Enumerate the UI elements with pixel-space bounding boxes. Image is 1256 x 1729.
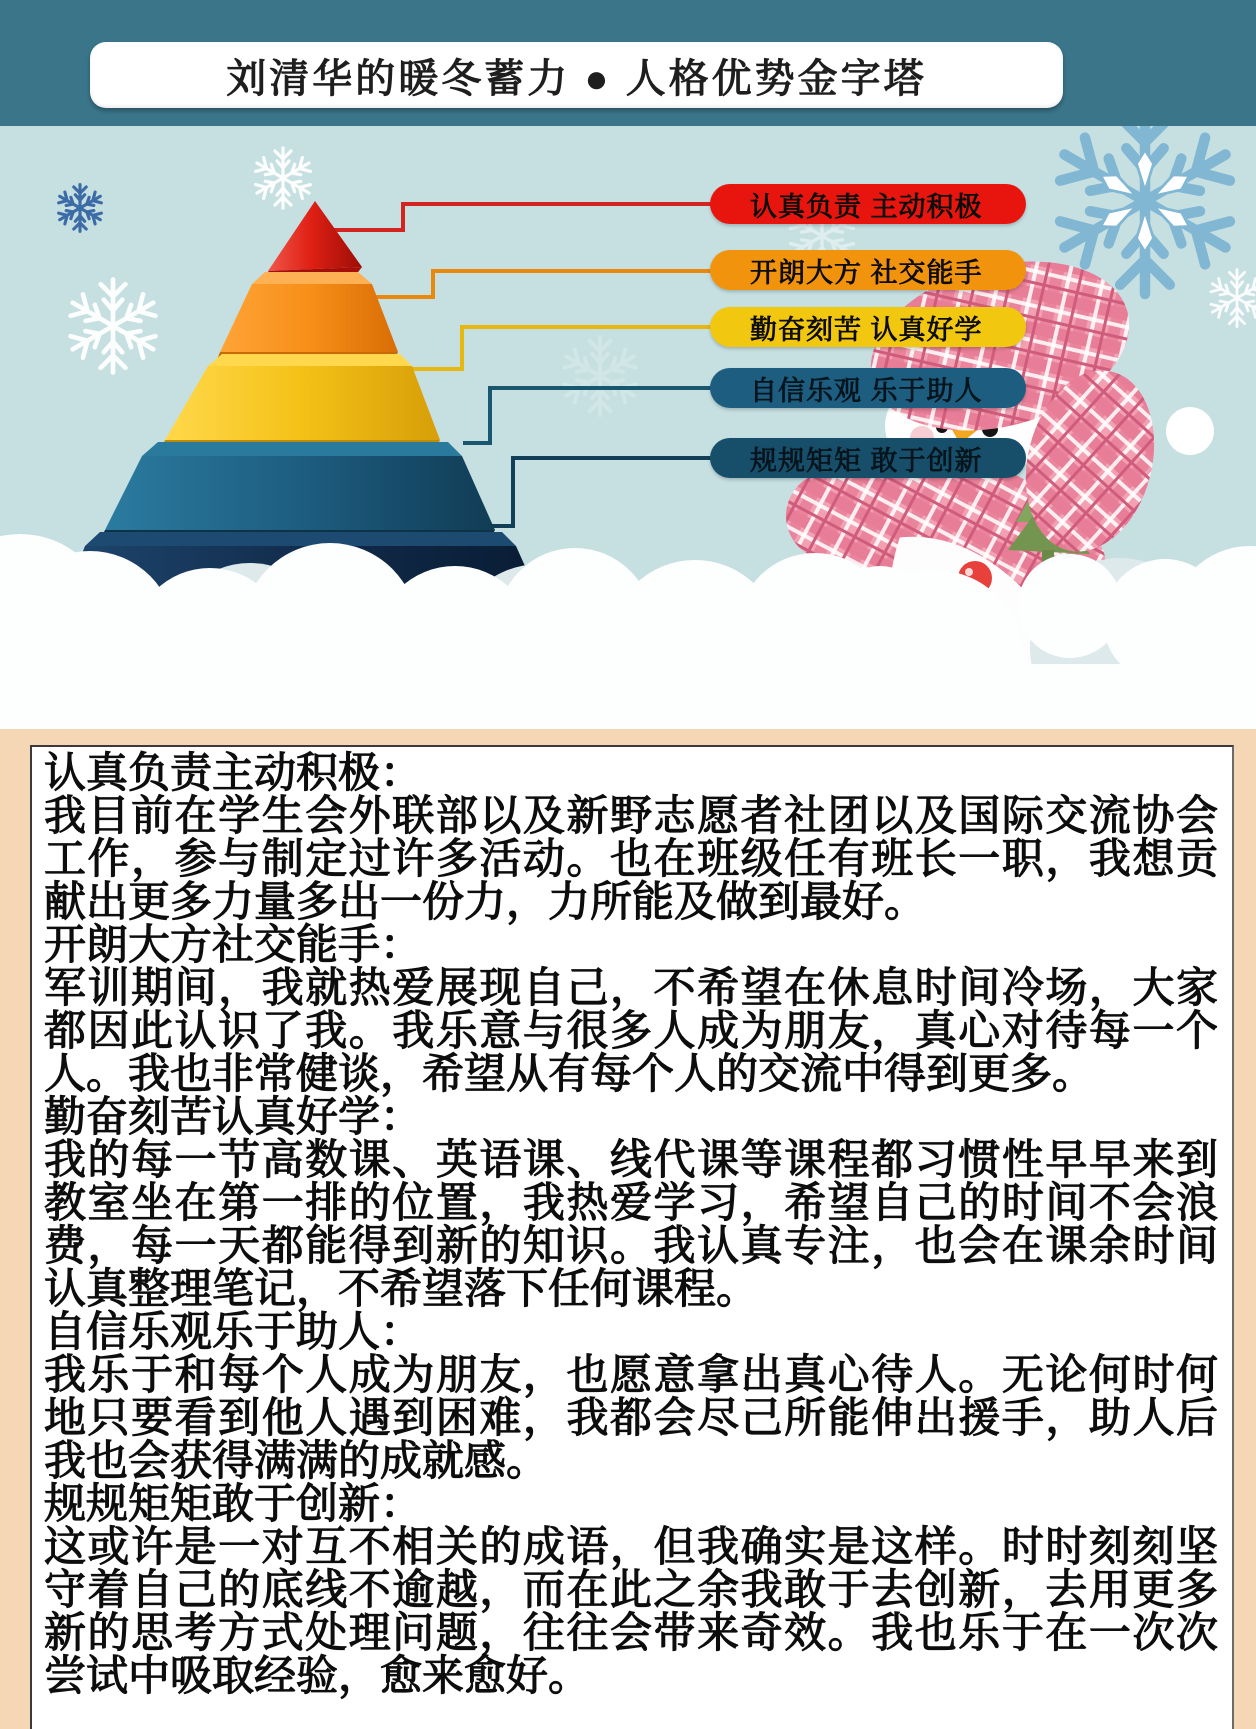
section-title: 自信乐观乐于助人： [44, 1308, 423, 1355]
header-band [0, 0, 1256, 126]
level-label-4: 自信乐观 乐于助人 [710, 368, 1026, 408]
pyramid-scene [0, 126, 1256, 729]
pyramid-level4 [105, 456, 495, 530]
section-body: 这或许是一对互不相关的成语，但我确实是这样。时时刻刻坚守着自己的底线不逾越，而在此之余我敢于去创新，去用更多新的思考方式处理问题，往往会带来奇效。我也乐于在一次次尝试中吸取经验，愈来愈好。 [44, 1523, 1218, 1699]
section-title: 规规矩矩敢于创新： [44, 1480, 423, 1527]
section-1 [44, 751, 1218, 923]
level-label-2: 开朗大方 社交能手 [710, 250, 1026, 290]
scene-artwork [0, 126, 1256, 729]
section-4 [44, 1310, 1218, 1482]
section-title: 勤奋刻苦认真好学： [44, 1093, 423, 1140]
text-panel [30, 745, 1234, 1729]
section-body: 军训期间，我就热爱展现自己，不希望在休息时间冷场，大家都因此认识了我。我乐意与很多人成为朋友，真心对待每一个人。我也非常健谈，希望从有每个人的交流中得到更多。 [44, 964, 1218, 1097]
section-title: 开朗大方社交能手： [44, 921, 423, 968]
section-title: 认真负责主动积极： [44, 749, 423, 796]
level-label-1: 认真负责 主动积极 [710, 184, 1026, 224]
section-5 [44, 1482, 1218, 1697]
section-body: 我目前在学生会外联部以及新野志愿者社团以及国际交流协会工作，参与制定过许多活动。也在班级任有班长一职，我想贡献出更多力量多出一份力，力所能及做到最好。 [44, 792, 1218, 925]
section-body: 我的每一节高数课、英语课、线代课等课程都习惯性早早来到教室坐在第一排的位置，我热爱学习，希望自己的时间不会浪费，每一天都能得到新的知识。我认真专注，也会在课余时间认真整理笔记，不希望落下任何课程。 [44, 1136, 1218, 1312]
hat-pompom [1166, 407, 1214, 455]
section-body: 我乐于和每个人成为朋友，也愿意拿出真心待人。无论何时何地只要看到他人遇到困难，我都会尽己所能伸出援手，助人后我也会获得满满的成就感。 [44, 1351, 1218, 1484]
title-plate [90, 42, 1063, 108]
description-block [0, 729, 1256, 1729]
section-3 [44, 1095, 1218, 1310]
page-title: 刘清华的暖冬蓄力 ● 人格优势金字塔 [226, 56, 927, 101]
level-label-3: 勤奋刻苦 认真好学 [710, 307, 1026, 347]
level-label-5: 规规矩矩 敢于创新 [710, 438, 1026, 478]
pyramid-level3 [165, 366, 440, 440]
section-2 [44, 923, 1218, 1095]
